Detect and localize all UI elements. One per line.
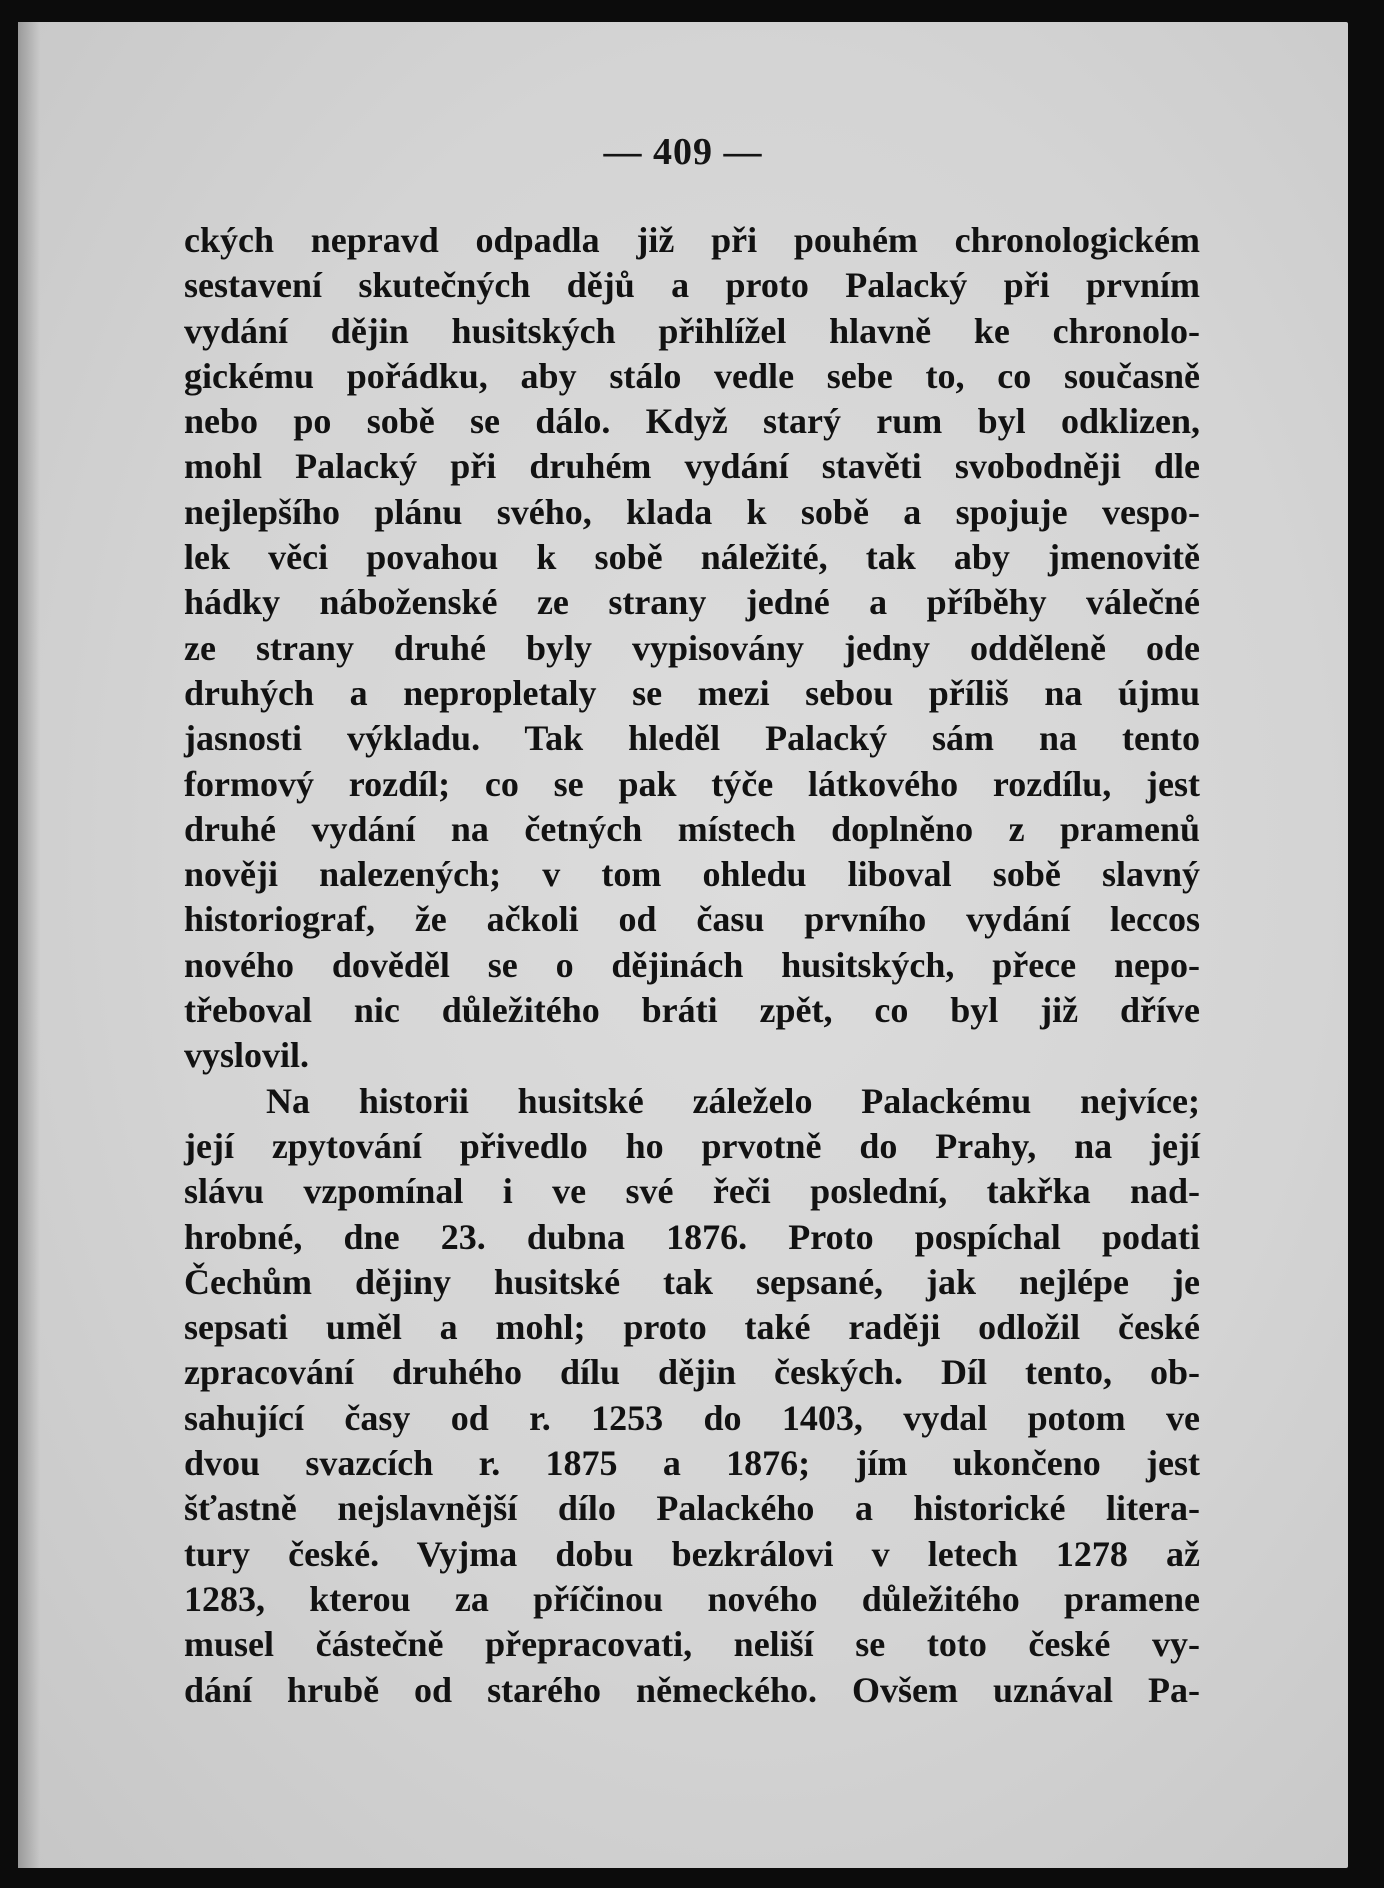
text-line: slávu vzpomínal i ve své řeči poslední, takřka nad- [184,1171,1200,1212]
text-line: mohl Palacký při druhém vydání stavěti svobodněji dle [184,446,1200,487]
book-page [18,22,1348,1868]
text-line: vydání dějin husitských přihlížel hlavně ke chronolo- [184,310,1200,351]
text-line: její zpytování přivedlo ho prvotně do Prahy, na její [184,1125,1200,1166]
page-number: — 409 — [603,131,763,173]
text-line: Na historii husitské záleželo Palackému nejvíce; [266,1080,1200,1121]
text-line: třeboval nic důležitého bráti zpět, co byl již dříve [184,990,1200,1031]
text-line: Čechům dějiny husitské tak sepsané, jak nejlépe je [184,1261,1200,1302]
text-line: druhé vydání na četných místech doplněno z pramenů [184,808,1200,849]
text-line: jasnosti výkladu. Tak hleděl Palacký sám na tento [184,718,1200,759]
text-line: gickému pořádku, aby stálo vedle sebe to, co současně [184,355,1200,396]
text-line: nověji nalezených; v tom ohledu liboval sobě slavný [184,854,1200,895]
text-line: hádky náboženské ze strany jedné a příběhy válečné [184,582,1200,623]
text-line: hrobné, dne 23. dubna 1876. Proto pospíchal podati [184,1216,1200,1257]
text-line: zpracování druhého dílu dějin českých. Díl tento, ob- [184,1352,1200,1393]
text-line: dání hrubě od starého německého. Ovšem uznával Pa- [184,1669,1200,1710]
text-line: druhých a nepropletaly se mezi sebou příliš na újmu [184,672,1200,713]
text-line: formový rozdíl; co se pak týče látkového rozdílu, jest [184,763,1200,804]
text-line: nejlepšího plánu svého, klada k sobě a spojuje vespo- [184,491,1200,532]
spine-shadow [18,22,40,1868]
text-line: sepsati uměl a mohl; proto také raději odložil české [184,1307,1200,1348]
text-line: musel částečně přepracovati, neliší se toto české vy- [184,1624,1200,1665]
text-line: šťastně nejslavnější dílo Palackého a historické litera- [184,1488,1200,1529]
text-line: lek věci povahou k sobě náležité, tak aby jmenovitě [184,537,1200,578]
text-line: tury české. Vyjma dobu bezkrálovi v letech 1278 až [184,1533,1200,1574]
body-text [184,218,1200,1713]
text-line: sahující časy od r. 1253 do 1403, vydal potom ve [184,1397,1200,1438]
text-line: sestavení skutečných dějů a proto Palacký při prvním [184,265,1200,306]
text-line: dvou svazcích r. 1875 a 1876; jím ukončeno jest [184,1443,1200,1484]
text-line: historiograf, že ačkoli od času prvního vydání leccos [184,899,1200,940]
text-line: 1283, kterou za příčinou nového důležitého pramene [184,1578,1200,1619]
text-line: nového dověděl se o dějinách husitských, přece nepo- [184,944,1200,985]
text-line: ckých nepravd odpadla již při pouhém chronologickém [184,220,1200,260]
text-line: nebo po sobě se dálo. Když starý rum byl odklizen, [184,401,1200,442]
text-line: vyslovil. [184,1035,310,1076]
text-line: ze strany druhé byly vypisovány jedny odděleně ode [184,627,1200,668]
